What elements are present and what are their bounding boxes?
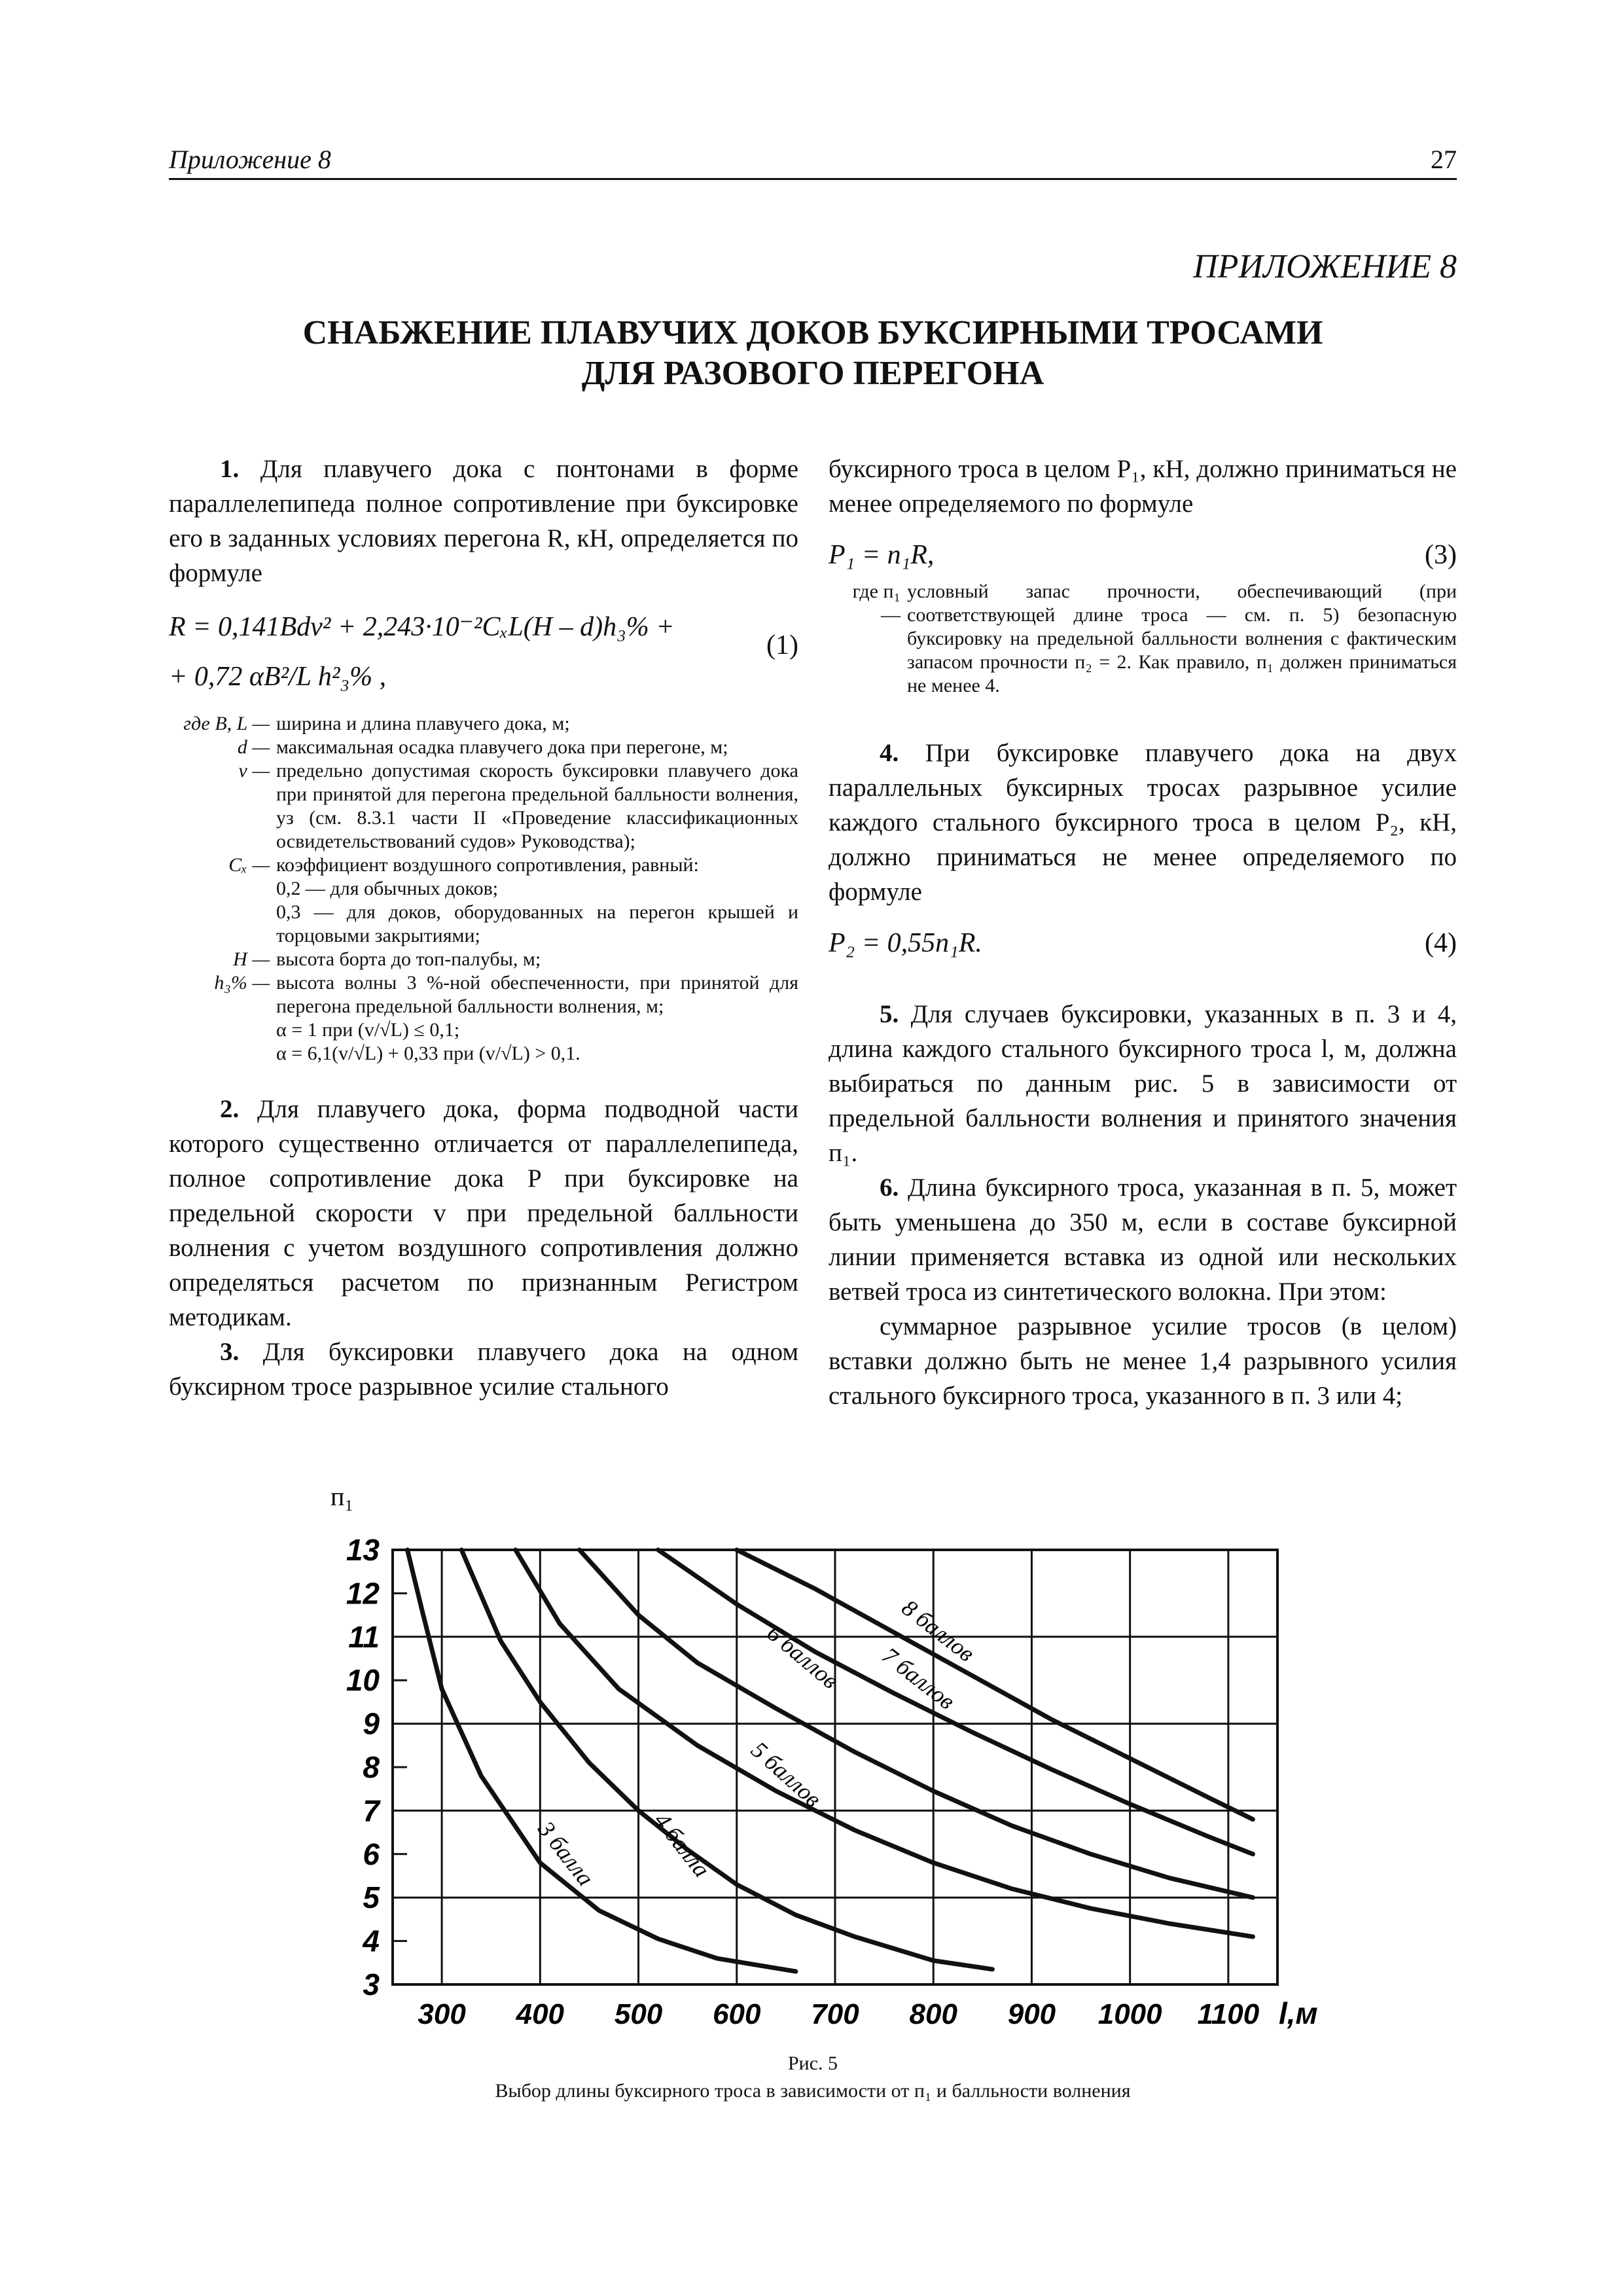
paragraph-text: Для плавучего дока, форма подводной части которого существенно отличается от параллелепипеда, полное сопротивление дока P при буксировке на предельной скорости v при предельной балльности волнения с учетом воздушного сопротивления должно определяться расчетом по признанным Регистром методикам. [169, 1095, 798, 1331]
legend-symbol: h₃% — [214, 972, 270, 994]
y-axis-label: п₁ [330, 1482, 354, 1511]
series-label: 7 баллов [877, 1642, 960, 1715]
series-label: 8 баллов [897, 1594, 980, 1667]
x-tick-label: 800 [909, 1998, 957, 2030]
paragraph-text: При буксировке плавучего дока на двух параллельных буксирных тросах разрывное усилие каждого стального буксирного троса в целом P₂, кН, должно приниматься не менее определяемого по формуле [829, 739, 1457, 906]
legend-symbol: где п₁ — [852, 581, 901, 626]
legend-text: высота борта до топ-палубы, м; [276, 948, 541, 970]
appendix-label: ПРИЛОЖЕНИЕ 8 [1193, 248, 1457, 285]
paragraph-number: 1. [220, 455, 240, 483]
paragraph-number: 5. [880, 1000, 899, 1028]
y-tick-label: 8 [363, 1750, 380, 1784]
paragraph-number: 6. [880, 1174, 899, 1202]
y-tick-label: 4 [363, 1924, 380, 1958]
legend-symbol: d — [237, 736, 270, 758]
x-tick-label: 300 [418, 1998, 466, 2030]
formula-text: R = 0,141Bdv² + 2,243·10⁻²CₓL(H – d)h₃% + [169, 612, 675, 642]
y-tick-label: 13 [346, 1533, 380, 1567]
legend-text: максимальная осадка плавучего дока при перегоне, м; [276, 736, 728, 758]
series-label: 3 балла [533, 1816, 599, 1891]
title-line-2: ДЛЯ РАЗОВОГО ПЕРЕГОНА [581, 355, 1044, 392]
legend-symbol: Cₓ — [228, 854, 270, 876]
series-label: 5 баллов [746, 1736, 827, 1812]
x-tick-label: 700 [811, 1998, 859, 2030]
x-tick-label: 1100 [1197, 1998, 1260, 2030]
legend-text: ширина и длина плавучего дока, м; [276, 713, 570, 734]
x-tick-label: 900 [1007, 1998, 1056, 2030]
y-tick-label: 5 [363, 1880, 380, 1915]
y-tick-label: 6 [363, 1837, 380, 1871]
series-label: 6 баллов [762, 1619, 844, 1695]
x-tick-label: 400 [516, 1998, 565, 2030]
series-curve [658, 1550, 1253, 1854]
y-tick-label: 9 [363, 1706, 380, 1741]
legend-symbol: H — [233, 948, 270, 970]
formula-number: (3) [1425, 540, 1457, 570]
figure-caption-text: Выбор длины буксирного троса в зависимости от п₁ и балльности волнения [495, 2080, 1131, 2102]
formula-text: P₂ = 0,55п₁R. [829, 928, 982, 958]
legend-text: высота волны 3 %-ной обеспеченности, при принятой для перегона предельной балльности волнения, м; [276, 972, 798, 1017]
legend-symbol: v — [238, 760, 270, 781]
paragraph-number: 3. [220, 1338, 240, 1366]
y-tick-label: 10 [346, 1663, 380, 1698]
figure-number: Рис. 5 [787, 2053, 838, 2074]
series-curve [737, 1550, 1253, 1820]
legend-text: коэффициент воздушного сопротивления, равный: [276, 854, 699, 876]
paragraph-text: Длина буксирного троса, указанная в п. 5, может быть уменьшена до 350 м, если в составе буксирной линии применяется вставка из одной или нескольких ветвей троса из синтетического волокна. При этом: [829, 1174, 1457, 1306]
paragraph-3-continued: буксирного троса в целом P₁, кН, должно приниматься не менее определяемого по формуле [829, 455, 1457, 518]
formula-text: P₁ = п₁R, [829, 540, 935, 570]
y-tick-label: 12 [346, 1576, 380, 1611]
paragraph-6b: суммарное разрывное усилие тросов (в целом) вставки должно быть не менее 1,4 разрывного усилия стального буксирного троса, указанного в п. 3 или 4; [829, 1312, 1457, 1410]
legend-text: 0,2 — для обычных доков; [276, 878, 499, 899]
series-label: 4 балла [649, 1807, 715, 1882]
legend-text: 0,3 — для доков, оборудованных на перегон крышей и торцовыми закрытиями; [276, 901, 798, 946]
y-tick-label: 3 [363, 1967, 380, 2001]
paragraph-number: 4. [880, 739, 899, 767]
paragraph-number: 2. [220, 1095, 240, 1123]
paragraph-text: Для плавучего дока с понтонами в форме параллелепипеда полное сопротивление при буксировке его в заданных условиях перегона R, кН, определяется по формуле [169, 455, 799, 587]
legend-text: α = 1 при (v/√L) ≤ 0,1; [276, 1019, 460, 1041]
paragraph-text: Для буксировки плавучего дока на одном буксирном тросе разрывное усилие стального [169, 1338, 798, 1401]
formula-number: (1) [766, 630, 798, 660]
x-tick-label: 1000 [1097, 1998, 1162, 2030]
series-curve [516, 1550, 1253, 1937]
running-header: Приложение 8 [169, 145, 331, 174]
figure-caption [169, 2050, 1457, 2105]
y-tick-label: 11 [348, 1619, 380, 1654]
formula-number: (4) [1425, 928, 1457, 958]
legend-text: условный запас прочности, обеспечивающий (при соответствующей длине троса — см. п. 5) безопасную буксировку на предельной балльности волнения с фактическим запасом прочности п₂ = 2. Как правило, п₁ должен приниматься не менее 4. [907, 581, 1457, 696]
x-tick-label: 600 [713, 1998, 761, 2030]
paragraph-text: Для случаев буксировки, указанных в п. 3 и 4, длина каждого стального буксирного троса l, м, должна выбираться по данным рис. 5 в зависимости от предельной балльности волнения и принятого значения п₁. [829, 1000, 1457, 1167]
legend-text: предельно допустимая скорость буксировки плавучего дока при принятой для перегона предельной балльности волнения, уз (см. 8.3.1 части II «Проведение классификационных освидетельствований судов» Руководства); [276, 760, 798, 852]
legend-text: α = 6,1(v/√L) + 0,33 при (v/√L) > 0,1. [276, 1043, 580, 1064]
formula-text: + 0,72 αB²/L h²₃% , [169, 662, 387, 692]
page-number: 27 [1431, 145, 1457, 174]
x-tick-label: 500 [614, 1998, 663, 2030]
legend-symbol: где B, L — [183, 713, 270, 734]
x-axis-label: l,м [1279, 1996, 1318, 2030]
title-line-1: СНАБЖЕНИЕ ПЛАВУЧИХ ДОКОВ БУКСИРНЫМИ ТРОСАМИ [302, 314, 1323, 351]
y-tick-label: 7 [363, 1793, 380, 1828]
